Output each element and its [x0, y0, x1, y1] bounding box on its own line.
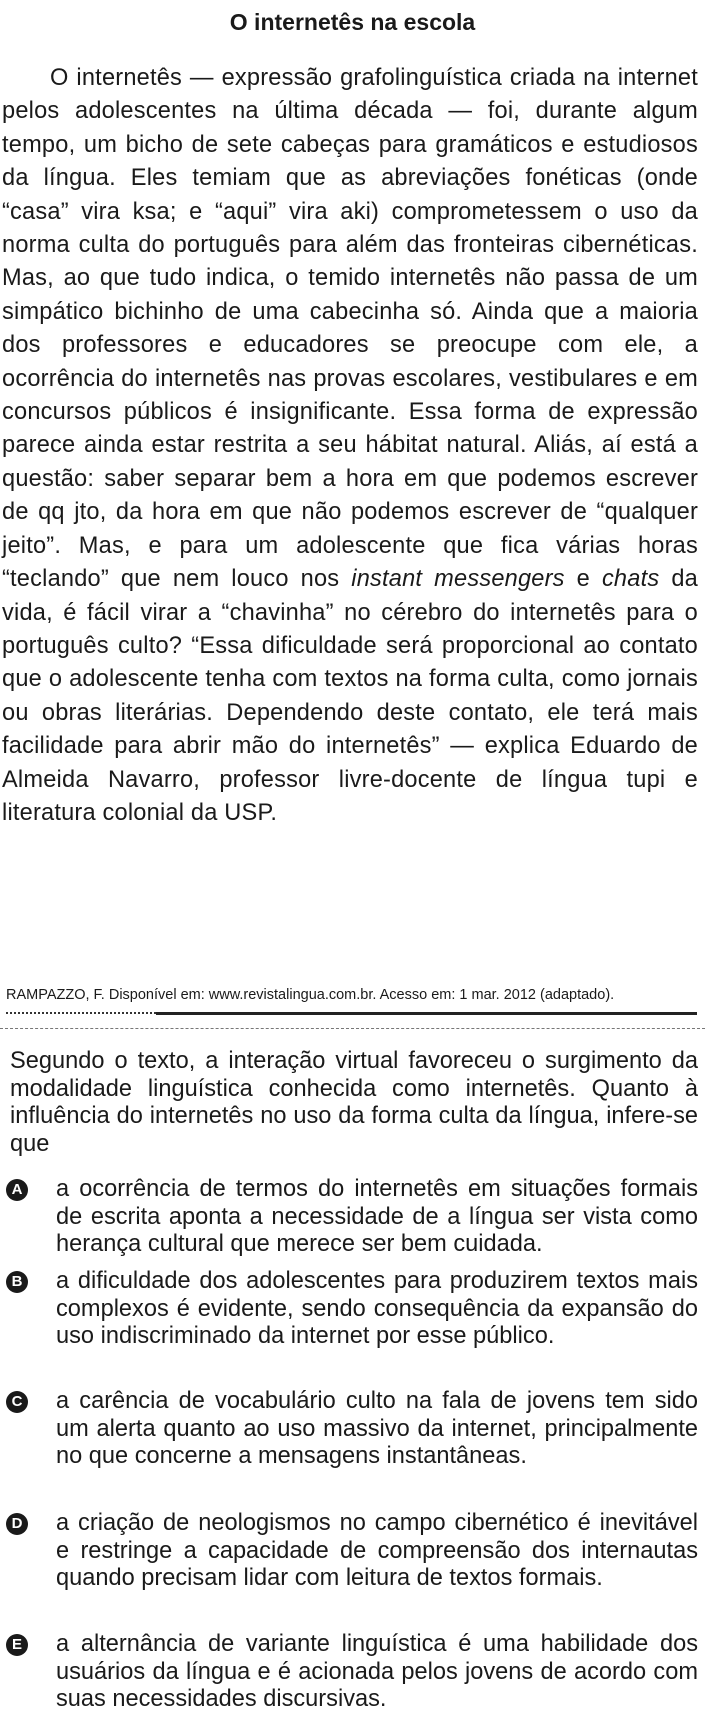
option-letter-badge: B: [6, 1271, 28, 1293]
passage-paragraph: [2, 62, 698, 830]
passage-text-connector: e: [576, 566, 590, 593]
passage-text-part-2: da vida, é fácil virar a “chavinha” no cérebro do internetês para o português culto? “Essa dificuldade será proporcional ao contato que o adolescente tenha com textos na forma culta, como jornais ou obras literárias. Dependendo deste contato, ele terá mais facilidade para abrir mão do internetês” — explica Eduardo de Almeida Navarro, professor livre-docente de língua tupi e literatura colonial da USP.: [2, 566, 698, 826]
option-a[interactable]: [6, 1176, 698, 1259]
text-title: O internetês na escola: [229, 9, 476, 35]
source-divider-solid: [156, 1012, 697, 1015]
passage-text-part-1: O internetês — expressão grafolinguística criada na internet pelos adolescentes na última década — foi, durante algum tempo, um bicho de sete cabeças para gramáticos e estudiosos da língua. Eles temiam que as abreviações fonéticas (onde “casa” vira ksa; e “aqui” vira aki) comprometessem o uso da norma culta do português para além das fronteiras cibernéticas. Mas, ao que tudo indica, o temido internetês não passa de um simpático bichinho de uma cabecinha só. Ainda que a maioria dos professores e educadores se preocupe com ele, a ocorrência do internetês nas provas escolares, vestibulares e em concursos públicos é insignificante. Essa forma de expressão parece ainda estar restrita a seu hábitat natural. Aliás, aí está a questão: saber separar bem a hora em que podemos escrever de qq jto, da hora em que não podemos escrever de “qualquer jeito”. Mas, e para um adolescente que fica várias horas “teclando” que nem louco nos: [2, 65, 698, 593]
option-text: a carência de vocabulário culto na fala de jovens tem sido um alerta quanto ao uso massivo da internet, principalmente no que concerne a mensagens instantâneas.: [56, 1388, 698, 1469]
option-text: a ocorrência de termos do internetês em situações formais de escrita aponta a necessidade de a língua ser vista como herança cultural que merece ser bem cuidada.: [56, 1176, 698, 1257]
option-text: a dificuldade dos adolescentes para produzirem textos mais complexos é evidente, sendo consequência da expansão do uso indiscriminado da internet por esse público.: [56, 1268, 698, 1349]
option-letter-badge: A: [6, 1179, 28, 1201]
option-letter-badge: C: [6, 1391, 28, 1413]
option-b[interactable]: [6, 1268, 698, 1351]
option-c[interactable]: [6, 1388, 698, 1471]
passage-italic-term-1: instant messengers: [351, 566, 565, 593]
source-divider-dotted: [6, 1012, 156, 1014]
option-text: a criação de neologismos no campo cibernético é inevitável e restringe a capacidade de compreensão dos internautas quando precisam lidar com leitura de textos formais.: [56, 1510, 698, 1591]
option-letter-badge: E: [6, 1634, 28, 1656]
option-d[interactable]: [6, 1510, 698, 1593]
option-letter-badge: D: [6, 1513, 28, 1535]
source-citation: RAMPAZZO, F. Disponível em: www.revistalingua.com.br. Acesso em: 1 mar. 2012 (adaptado).: [6, 987, 615, 1003]
passage-italic-term-2: chats: [601, 566, 660, 593]
option-e[interactable]: [6, 1631, 698, 1714]
question-stem: Segundo o texto, a interação virtual favoreceu o surgimento da modalidade linguística conhecida como internetês. Quanto à influência do internetês no uso da forma culta da língua, infere-se que: [10, 1048, 698, 1157]
section-divider-dashed: [0, 1028, 705, 1029]
option-text: a alternância de variante linguística é uma habilidade dos usuários da língua e é acionada pelos jovens de acordo com suas necessidades discursivas.: [56, 1631, 698, 1712]
